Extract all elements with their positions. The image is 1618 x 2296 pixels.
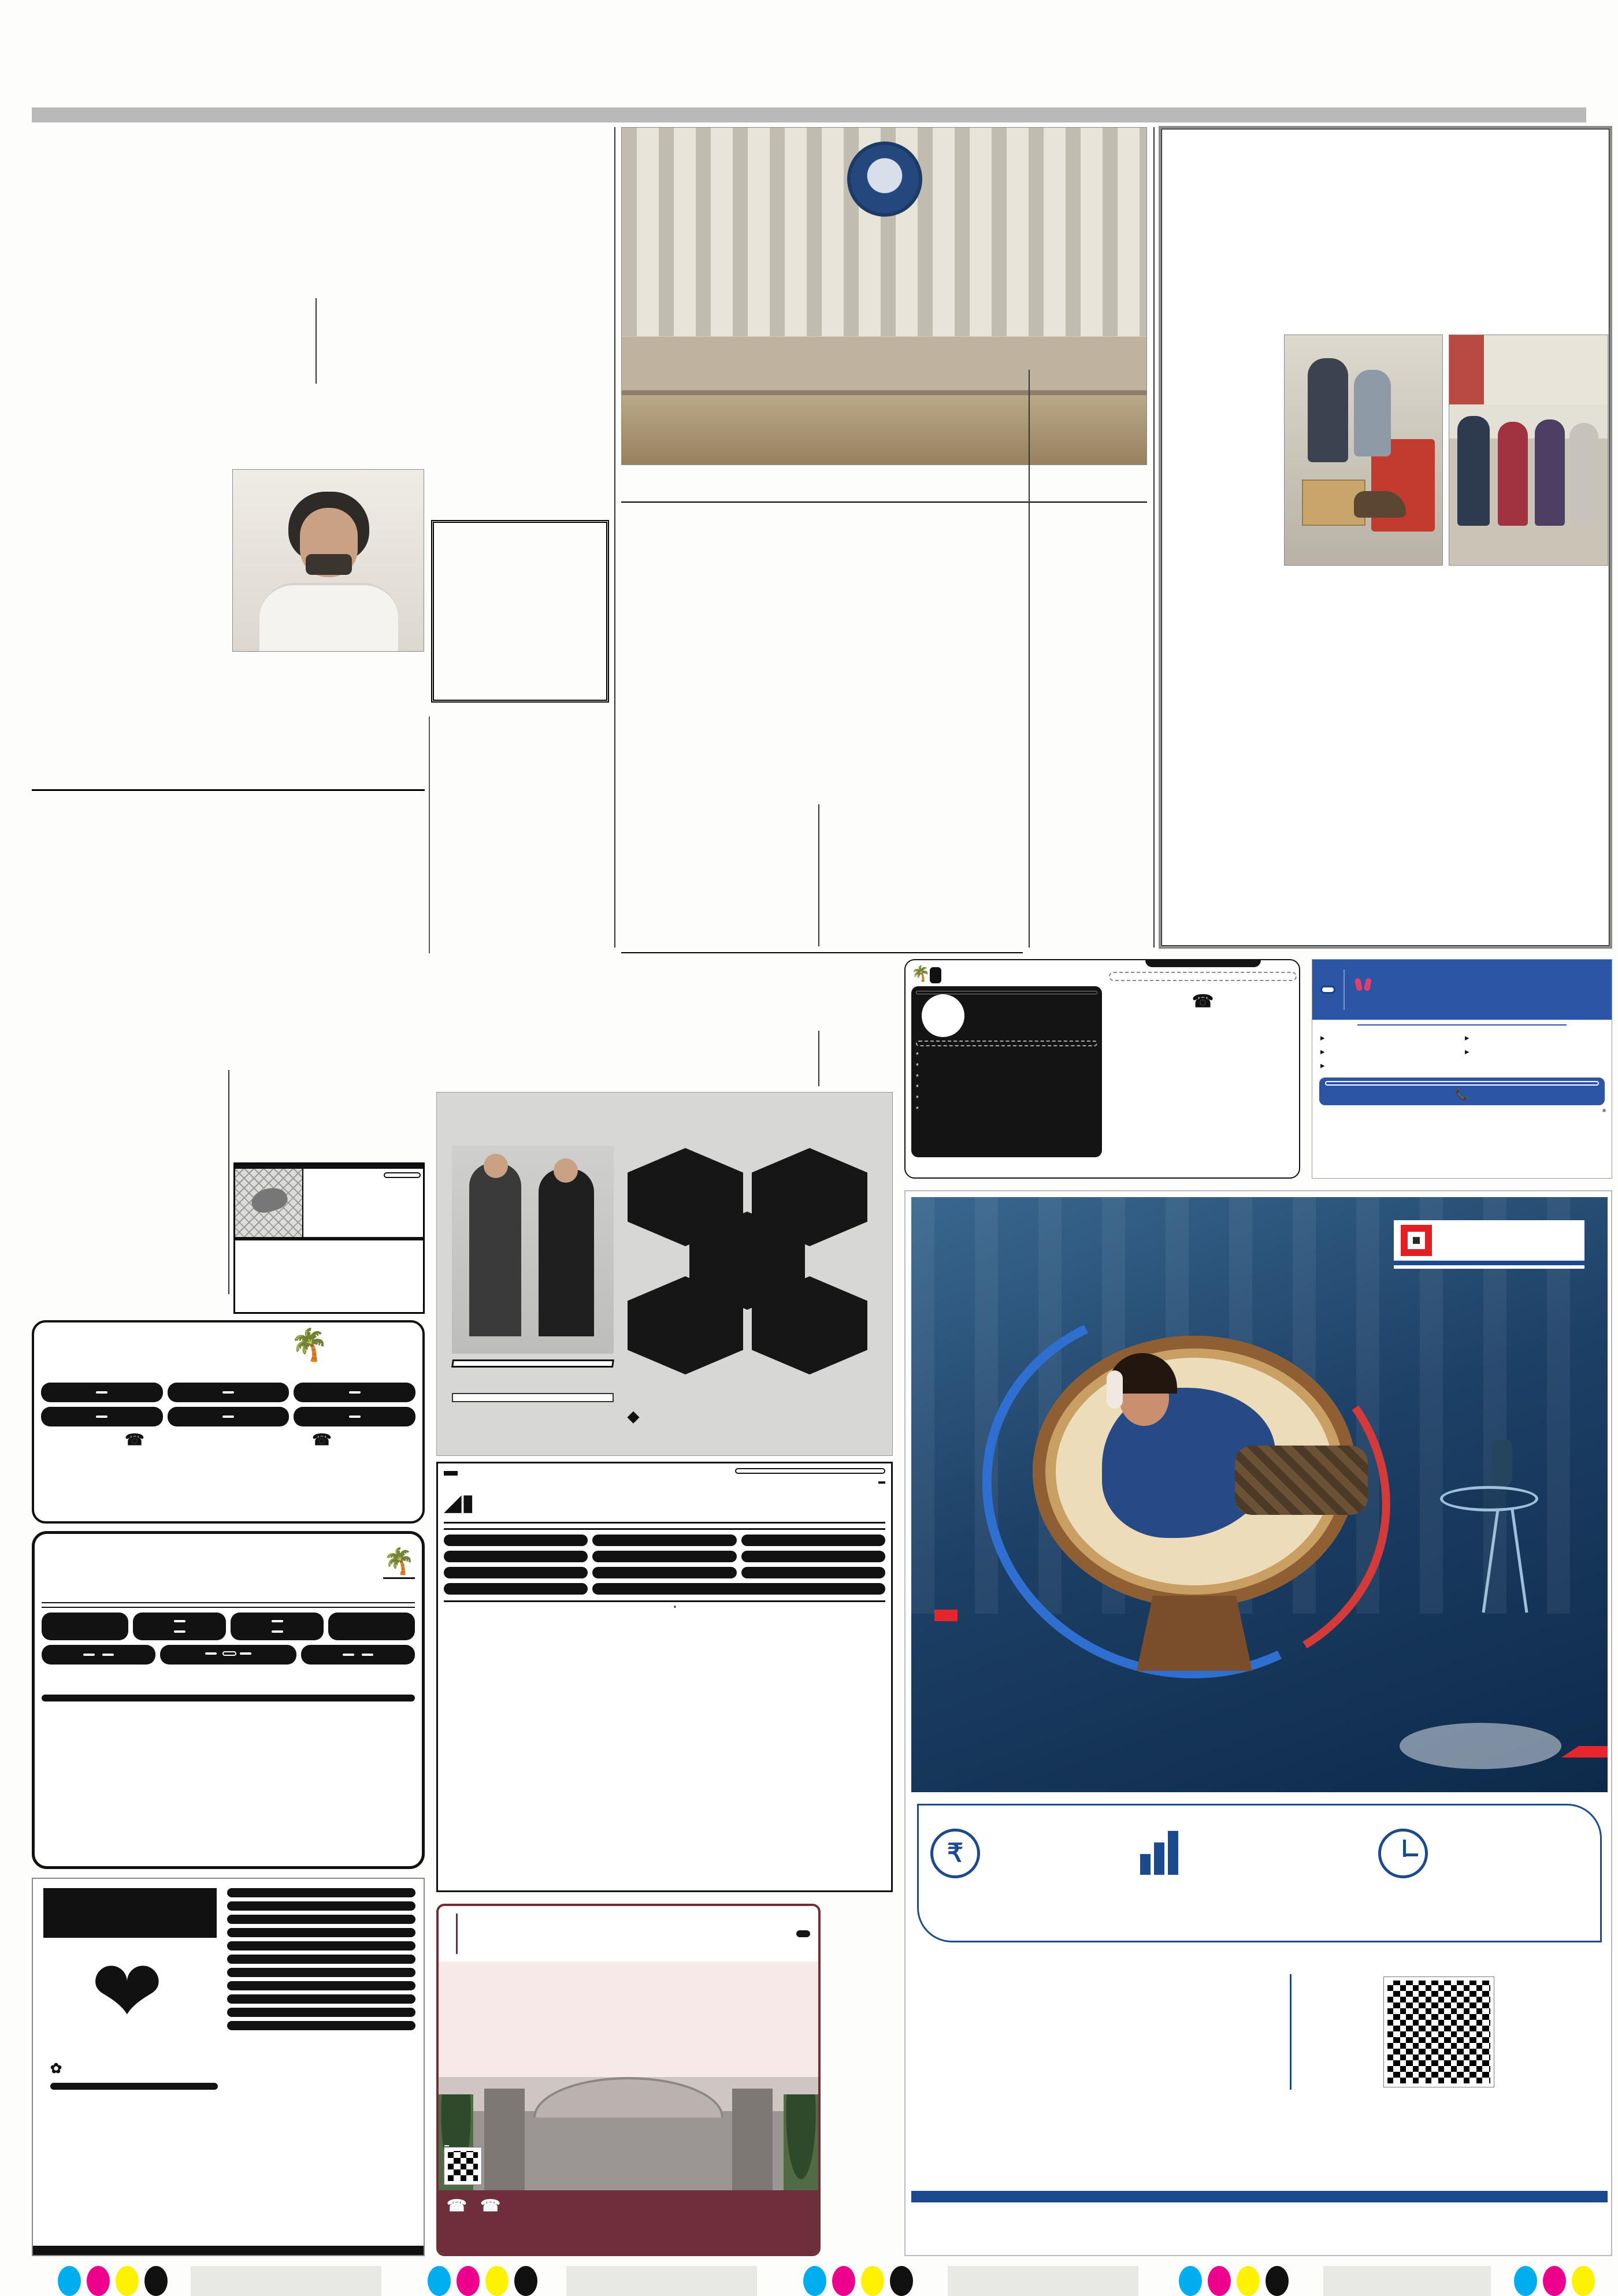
rupee-hand-icon: ₹ [930, 1829, 980, 1878]
bird-net-mid [235, 1169, 423, 1237]
asi-suspend-body [435, 779, 609, 930]
digital-arrest-colB [232, 656, 424, 787]
yellow-dot [861, 2266, 884, 2296]
bomb-side-column [1036, 370, 1149, 948]
vyas-package-swiss [160, 1645, 296, 1665]
sip-ribbon [1561, 1746, 1608, 1758]
column-rule [316, 298, 317, 384]
kothari-address [33, 2246, 424, 2255]
patel-destination [41, 1383, 163, 1402]
zone-rule [1153, 127, 1155, 948]
two-wheeler-headline [32, 829, 425, 909]
jiravala-package [592, 1567, 736, 1578]
vyas-tagline [42, 1602, 415, 1608]
kothari-offer-date [50, 2083, 218, 2090]
bomb-check-photo-2 [1449, 335, 1608, 566]
ad-jiravala [436, 1462, 893, 1892]
heart-icon: ❤ [91, 1943, 164, 2040]
kothari-discount: ✿ [50, 2052, 218, 2093]
column-rule [228, 1070, 229, 1294]
hdfc-logo-block [1394, 1220, 1584, 1269]
ariv-phone: ☎ [1192, 992, 1214, 1011]
magenta-dot [457, 2266, 480, 2296]
kid-face [484, 1154, 508, 1178]
ad-bird-net [233, 1162, 425, 1314]
kid-athlete-silhouette [469, 1163, 521, 1336]
group-departure-chip [930, 967, 941, 983]
patel-phones: ☎ ☎ [125, 1431, 332, 1448]
photo-shirt [259, 583, 398, 652]
article-digital-arrest-headline [32, 165, 607, 289]
registration-marks [58, 2266, 173, 2296]
digital-arrest-colA [32, 469, 225, 786]
accused-portrait-photo [232, 469, 424, 652]
banner-awning [1449, 335, 1608, 404]
bar-chart-icon [1135, 1829, 1185, 1878]
black-dot [144, 2266, 168, 2296]
morbi-suicide-col1 [621, 1031, 815, 1086]
gate-arch [533, 2077, 723, 2117]
tapasvi-school-block [452, 1393, 614, 1402]
hdfc-scene [911, 1197, 1608, 1792]
header-divider-bar [32, 107, 1586, 122]
digital-arrest-colC [432, 469, 608, 513]
palm-right [784, 2094, 818, 2190]
yellow-dot [116, 2266, 139, 2296]
bomb-col2 [1284, 573, 1443, 830]
fake-policeman-body [441, 573, 599, 677]
column-rule [818, 804, 819, 946]
rug [1400, 1723, 1561, 1769]
jiravala-royal [735, 1468, 885, 1474]
jiravala-logo-icon: ◢▮ [444, 1490, 474, 1515]
jiravala-package [592, 1535, 736, 1546]
article-asi-suspend [435, 712, 609, 954]
kothari-item [227, 1955, 415, 1964]
jiravala-package [592, 1583, 885, 1595]
black-dot [890, 2266, 913, 2296]
column-rule [1029, 370, 1030, 948]
kothari-items [227, 1888, 415, 2030]
kothari-item [227, 1888, 415, 1897]
registration-strip [948, 2266, 1138, 2296]
patel-destination [294, 1407, 415, 1426]
benefit-2 [1135, 1829, 1365, 1878]
article-digital-arrest-kicker [32, 128, 607, 154]
column-rule [818, 1031, 819, 1086]
bomb-kicker [1161, 135, 1609, 157]
eurokids-logo [1320, 986, 1335, 994]
person-silhouette [1535, 419, 1565, 526]
ready-possession-badge [796, 1930, 810, 1937]
bomb-col3 [1449, 573, 1608, 830]
kothari-item [227, 1994, 415, 2004]
bird-net-brand [235, 1237, 423, 1240]
tapasvi-kids-photo [452, 1146, 614, 1354]
eurokids-bullets: ▸ ▸ ▸ ▸ ▸ [1320, 1033, 1469, 1071]
jiravala-ltc [444, 1522, 885, 1530]
vyas-footline [42, 1669, 415, 1692]
hdfc-disclaimer [918, 2111, 1600, 2185]
indian-railways-emblem [847, 142, 922, 217]
jiravala-trust [444, 1471, 458, 1476]
people-row [633, 226, 1136, 341]
rule [621, 952, 1023, 953]
kothari-item [227, 1928, 415, 1937]
ad-vyas-tours [32, 1531, 425, 1869]
madhuban-qr [444, 2148, 481, 2184]
hdfc-contact-band [911, 2191, 1608, 2202]
side-table [1440, 1486, 1538, 1511]
two-wheeler-col1 [32, 1070, 224, 1294]
vyas-package [231, 1613, 324, 1640]
gate-pillar [732, 2089, 773, 2190]
tapasvi-playgroup: ◆ [628, 1407, 639, 1425]
vyas-package [42, 1645, 155, 1665]
vyas-package [301, 1645, 415, 1665]
patel-destination [168, 1407, 290, 1426]
chair-base [1137, 1596, 1252, 1671]
jiravala-package [741, 1551, 885, 1562]
hdfc-qr-code [1384, 1977, 1494, 2087]
kid-face [554, 1158, 578, 1183]
gate-pillar [484, 2089, 525, 2190]
digital-arrest-body-col1 [32, 298, 313, 384]
kid-anchor-silhouette [539, 1169, 594, 1336]
kothari-logo [43, 1888, 217, 1938]
ad-patel-holidays [32, 1320, 425, 1524]
jiravala-contacts [444, 1600, 885, 1608]
jiravala-package [741, 1567, 885, 1578]
ad-kothari [32, 1878, 425, 2256]
asi-suspend-headline [435, 712, 609, 779]
bomb-col1 [1168, 335, 1278, 830]
benefit-3 [1378, 1829, 1589, 1878]
hdfc-benefits [917, 1804, 1602, 1942]
registration-marks [1514, 2266, 1618, 2296]
palm-tree-icon: 🌴 [290, 1328, 329, 1362]
ad-eurokids: ▸ ▸ ▸ ▸ ▸ 📞 ■ [1312, 959, 1612, 1179]
vyas-logo: 🌴 [383, 1540, 415, 1579]
bunny-ear [1364, 978, 1372, 991]
digital-arrest-subhead [32, 391, 607, 461]
person-silhouette [1569, 423, 1598, 526]
bird-no-entry-badge [384, 1172, 421, 1178]
balanced-advantage-funds [934, 1610, 958, 1621]
phu-quoc-badge [922, 994, 964, 1037]
registration-marks [1179, 2266, 1294, 2296]
magenta-dot [1543, 2266, 1566, 2296]
ad-summer-premium: 🌴 * * * * * * ☎ [904, 959, 1300, 1179]
patel-destination [294, 1383, 415, 1402]
kothari-item [227, 1901, 415, 1911]
person-silhouette [1498, 422, 1528, 526]
kothari-item [227, 2008, 415, 2017]
person-silhouette [1354, 370, 1391, 456]
section-rule [32, 789, 425, 791]
eurokids-banner [1312, 960, 1612, 1020]
woman-patterned-pants [1235, 1446, 1368, 1515]
jiravala-package [444, 1551, 588, 1562]
magenta-dot [87, 2266, 110, 2296]
jiravala-package [741, 1535, 885, 1546]
magenta-dot [832, 2266, 855, 2296]
patel-destination [41, 1407, 163, 1426]
jiravala-package [592, 1551, 736, 1562]
cyan-dot [428, 2266, 451, 2296]
photo-beard [306, 554, 352, 575]
registration-strip [566, 2266, 757, 2296]
black-dot [1266, 2266, 1289, 2296]
two-wheeler-subhead [32, 1008, 425, 1064]
yellow-dot [1572, 2266, 1595, 2296]
article-bomb-threat [1159, 126, 1612, 949]
black-dot [514, 2266, 537, 2296]
registration-strip [191, 2266, 381, 2296]
registration-marks [428, 2266, 543, 2296]
womens-day-sale-graphic [56, 1943, 206, 2046]
kothari-item [227, 1915, 415, 1924]
registration-marks [803, 2266, 919, 2296]
bird-net-header [235, 1164, 423, 1169]
madhuban-gate-photo [439, 2077, 818, 2190]
jiravala-package [444, 1567, 588, 1578]
registration-strip [1323, 2266, 1491, 2296]
cyan-dot [803, 2266, 826, 2296]
person-silhouette [1457, 416, 1490, 526]
jiravala-package [444, 1535, 588, 1546]
magenta-dot [1208, 2266, 1231, 2296]
person-silhouette [1308, 358, 1348, 462]
article-fake-policeman [431, 520, 609, 703]
palm-tree-icon: 🌴 [911, 965, 930, 982]
cyan-dot [58, 2266, 81, 2296]
two-wheeler-intro [32, 932, 425, 1003]
column-rule [429, 716, 430, 953]
railway-col1 [621, 804, 815, 946]
yellow-dot [1237, 2266, 1260, 2296]
fake-policeman-headline [441, 529, 599, 570]
kothari-item [227, 1941, 415, 1951]
kothari-item [227, 2021, 415, 2030]
clock-icon [1378, 1829, 1428, 1878]
bomb-big-headline [1167, 837, 1608, 941]
kothari-item [227, 1981, 415, 1990]
hdfc-copy [934, 1602, 958, 1624]
pigeon-net-photo [235, 1169, 303, 1237]
jiravala-package [444, 1583, 588, 1595]
kothari-item [227, 1968, 415, 1977]
eurokids-cta: 📞 [1319, 1078, 1605, 1105]
digital-arrest-body-col2 [321, 298, 607, 384]
vyas-package [133, 1613, 226, 1640]
pigeon-icon [248, 1183, 290, 1216]
cyan-dot [1514, 2266, 1537, 2296]
ad-hdfc [904, 1190, 1612, 2256]
yellow-dot [485, 2266, 509, 2296]
headphones-icon [1107, 1370, 1123, 1409]
bunny-ear [1354, 978, 1363, 991]
railway-col2 [824, 804, 1023, 946]
zone-rule [614, 127, 615, 948]
bomb-check-photo-1 [1284, 335, 1443, 566]
bomb-headline [1166, 162, 1605, 248]
vase [1491, 1440, 1512, 1486]
tapasvi-admission [452, 1359, 614, 1368]
benefit-1 [930, 1829, 1122, 1878]
cyan-dot [1179, 2266, 1202, 2296]
patel-destination [168, 1383, 290, 1402]
vyas-phones [42, 1695, 415, 1701]
ariv-logo [1145, 960, 1261, 967]
ad-tapasvi-school [436, 1092, 893, 1456]
hdfc-emblem [1401, 1225, 1432, 1256]
two-wheeler-col2 [233, 1070, 425, 1157]
ad-madhuban: ☎ ☎ [436, 1904, 821, 2256]
vyas-package [42, 1613, 128, 1640]
vyas-package [328, 1613, 415, 1640]
two-wheeler-kicker [32, 798, 425, 821]
hdfc-investor-row [917, 1960, 1602, 2104]
